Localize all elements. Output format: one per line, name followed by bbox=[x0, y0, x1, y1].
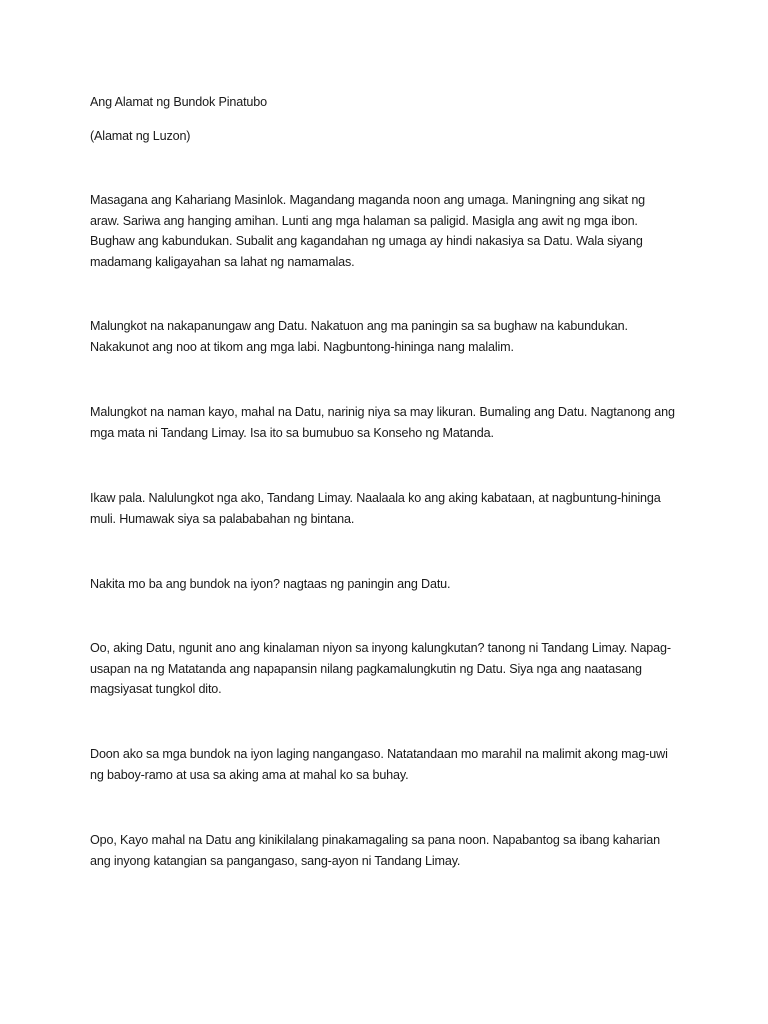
paragraph bbox=[90, 190, 676, 272]
paragraph bbox=[90, 402, 676, 443]
document-title: Ang Alamat ng Bundok Pinatubo bbox=[90, 95, 267, 109]
paragraph-text: Malungkot na nakapanungaw ang Datu. Nakatuon ang ma paningin sa sa bughaw na kabundukan. Nakakunot ang noo at tikom ang mga labi. Nagbuntong-hininga nang malalim. bbox=[90, 319, 628, 354]
paragraph bbox=[90, 744, 676, 785]
paragraph-text: Oo, aking Datu, ngunit ano ang kinalaman niyon sa inyong kalungkutan? tanong ni Tandang Limay. Napag-usapan na ng Matatanda ang napapansin nilang pagkamalungkutin ng Datu. Siya nga ang naatasang magsiyasat tungkol dito. bbox=[90, 641, 671, 696]
document-subtitle: (Alamat ng Luzon) bbox=[90, 129, 191, 143]
paragraph-text: Malungkot na naman kayo, mahal na Datu, narinig niya sa may likuran. Bumaling ang Datu. Nagtanong ang mga mata ni Tandang Limay. Isa ito sa bumubuo sa Konseho ng Matanda. bbox=[90, 405, 675, 440]
paragraph bbox=[90, 488, 676, 529]
paragraph-text: Nakita mo ba ang bundok na iyon? nagtaas ng paningin ang Datu. bbox=[90, 577, 451, 591]
paragraph-text: Masagana ang Kahariang Masinlok. Magandang maganda noon ang umaga. Maningning ang sikat ng araw. Sariwa ang hanging amihan. Lunti ang mga halaman sa paligid. Masigla ang awit ng mga ibon. Bughaw ang kabundukan. Subalit ang kagandahan ng umaga ay hindi nakasiya sa Datu. Wala siyang madamang kaligayahan sa lahat ng namamalas. bbox=[90, 193, 646, 269]
paragraph-text: Opo, Kayo mahal na Datu ang kinikilalang pinakamagaling sa pana noon. Napabantog sa ibang kaharian ang inyong katangian sa pangangaso, sang-ayon ni Tandang Limay. bbox=[90, 833, 660, 868]
paragraph-text: Ikaw pala. Nalulungkot nga ako, Tandang Limay. Naalaala ko ang aking kabataan, at nagbuntung-hininga muli. Humawak siya sa palababahan ng bintana. bbox=[90, 491, 661, 526]
paragraph-text: Doon ako sa mga bundok na iyon laging nangangaso. Natatandaan mo marahil na malimit akong mag-uwi ng baboy-ramo at usa sa aking ama at mahal ko sa buhay. bbox=[90, 747, 668, 782]
paragraph bbox=[90, 830, 676, 871]
paragraph bbox=[90, 638, 676, 700]
paragraph bbox=[90, 574, 676, 595]
paragraph bbox=[90, 316, 676, 357]
